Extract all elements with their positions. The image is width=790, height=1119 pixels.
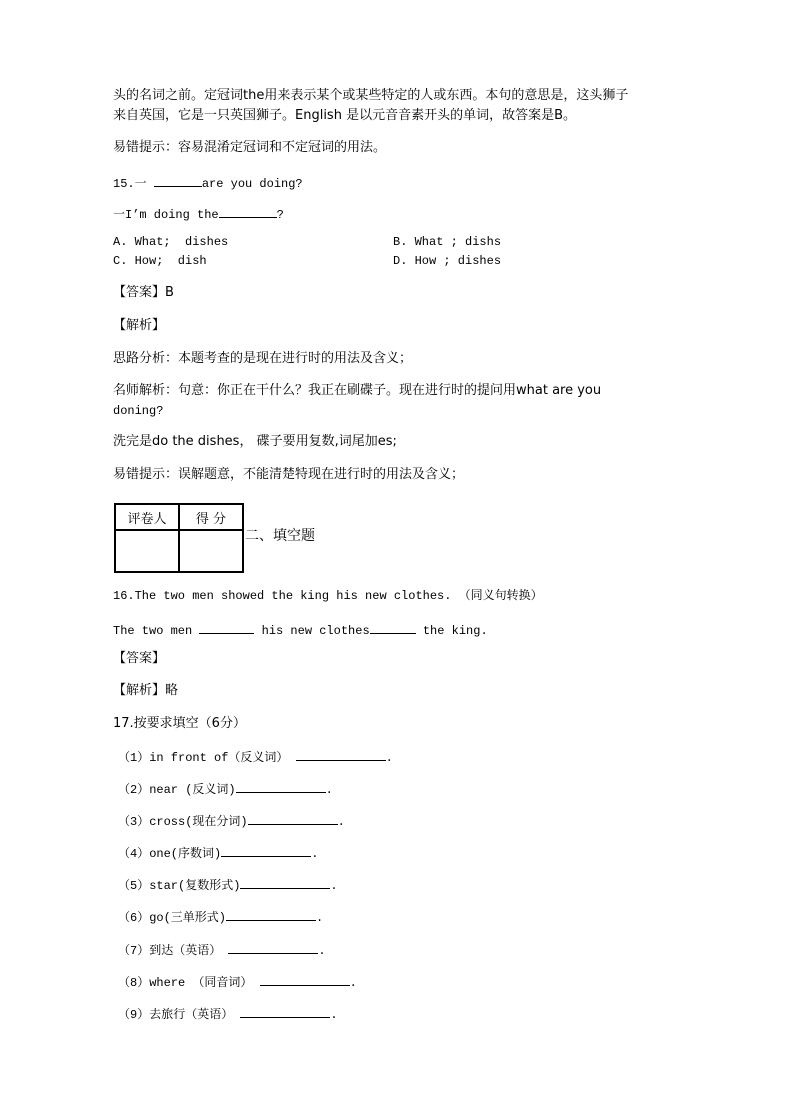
q17-item: （5）star(复数形式) . xyxy=(118,876,338,894)
q16-analysis: 【解析】略 xyxy=(113,683,179,698)
q15-analysis-label: 【解析】 xyxy=(113,318,166,333)
q16-question: 16.The two men showed the king his new clothes. （同义句转换） xyxy=(113,589,543,603)
q15-thinking: 思路分析：本题考查的是现在进行时的用法及含义； xyxy=(113,351,413,366)
q17-item-label: （1）in front of（反义词） xyxy=(118,751,289,765)
q15-tip: 易错提示：误解题意，不能清楚特现在进行时的用法及含义； xyxy=(113,467,465,482)
answer-blank xyxy=(236,780,326,793)
reviewer-cell xyxy=(115,530,179,572)
q17-item-label: （3）cross(现在分词) xyxy=(118,815,248,829)
q17-item-label: （4）one(序数词) xyxy=(118,847,222,861)
q15-line2-prefix: 一I’m doing the xyxy=(113,208,219,222)
q17-item: （2）near (反义词) . xyxy=(118,780,333,798)
q15-option-c: C. How; dish xyxy=(113,254,207,268)
q17-item: （4）one(序数词) . xyxy=(118,844,318,862)
q17-item-label: （9）去旅行（英语） xyxy=(118,1008,234,1022)
q16-part3: the king. xyxy=(415,624,488,638)
q15-prefix: 15.一 xyxy=(113,177,154,191)
q17-item: （7）到达（英语） . xyxy=(118,941,326,959)
q17-item-label: （8）where （同音词） xyxy=(118,976,253,990)
score-header: 得 分 xyxy=(179,504,243,530)
q15-answer: 【答案】B xyxy=(113,285,174,300)
q16-blank1 xyxy=(199,621,254,634)
answer-blank xyxy=(221,844,311,857)
q17-item-label: （5）star(复数形式) xyxy=(118,879,241,893)
q17-item-label: （2）near (反义词) xyxy=(118,783,236,797)
q16-answer: 【答案】 xyxy=(113,651,166,666)
q15-suffix: are you doing? xyxy=(201,177,303,191)
q17-title: 17.按要求填空（6分） xyxy=(113,716,246,731)
q15-blank2 xyxy=(219,205,277,218)
answer-blank xyxy=(248,812,338,825)
score-table xyxy=(114,503,244,573)
answer-blank xyxy=(240,1005,330,1018)
score-cell xyxy=(179,530,243,572)
q16-part1: The two men xyxy=(113,624,200,638)
q15-line2-suffix: ? xyxy=(276,208,284,222)
answer-blank xyxy=(228,941,318,954)
prev-explanation-line2: 来自英国，它是一只英国狮子。English 是以元音音素开头的单词，故答案是B。 xyxy=(113,108,576,123)
q15-option-a: A. What; dishes xyxy=(113,235,229,249)
q15-line2 xyxy=(113,205,284,223)
q15-line1 xyxy=(113,174,303,192)
prev-tip: 易错提示：容易混淆定冠词和不定冠词的用法。 xyxy=(113,140,387,155)
section-title: 二、填空题 xyxy=(245,528,315,544)
q16-blank2 xyxy=(370,621,416,634)
q15-teacher-line2: doning? xyxy=(113,404,164,418)
q17-item: （9）去旅行（英语） . xyxy=(118,1005,338,1023)
answer-blank xyxy=(260,973,350,986)
prev-explanation-line1: 头的名词之前。定冠词the用来表示某个或某些特定的人或东西。本句的意思是，这头狮子 xyxy=(113,88,629,103)
q17-item: （3）cross(现在分词) . xyxy=(118,812,345,830)
q17-item-label: （6）go(三单形式) xyxy=(118,911,227,925)
q17-item: （1）in front of（反义词） . xyxy=(118,748,393,766)
q15-option-d: D. How ; dishes xyxy=(393,254,502,268)
answer-blank xyxy=(296,748,386,761)
q15-wash: 洗完是do the dishes， 碟子要用复数,词尾加es; xyxy=(113,434,397,449)
reviewer-header: 评卷人 xyxy=(115,504,179,530)
q15-option-b: B. What ; dishs xyxy=(393,235,502,249)
answer-blank xyxy=(226,908,316,921)
q16-part2: his new clothes xyxy=(254,624,370,638)
q17-item: （6）go(三单形式) . xyxy=(118,908,323,926)
answer-blank xyxy=(240,876,330,889)
q17-item-label: （7）到达（英语） xyxy=(118,944,222,958)
q15-teacher-line1: 名师解析：句意：你正在干什么？我正在刷碟子。现在进行时的提问用what are you xyxy=(113,383,602,398)
q17-item: （8）where （同音词） . xyxy=(118,973,357,991)
q15-blank1 xyxy=(154,174,202,187)
q16-sentence xyxy=(113,621,488,639)
